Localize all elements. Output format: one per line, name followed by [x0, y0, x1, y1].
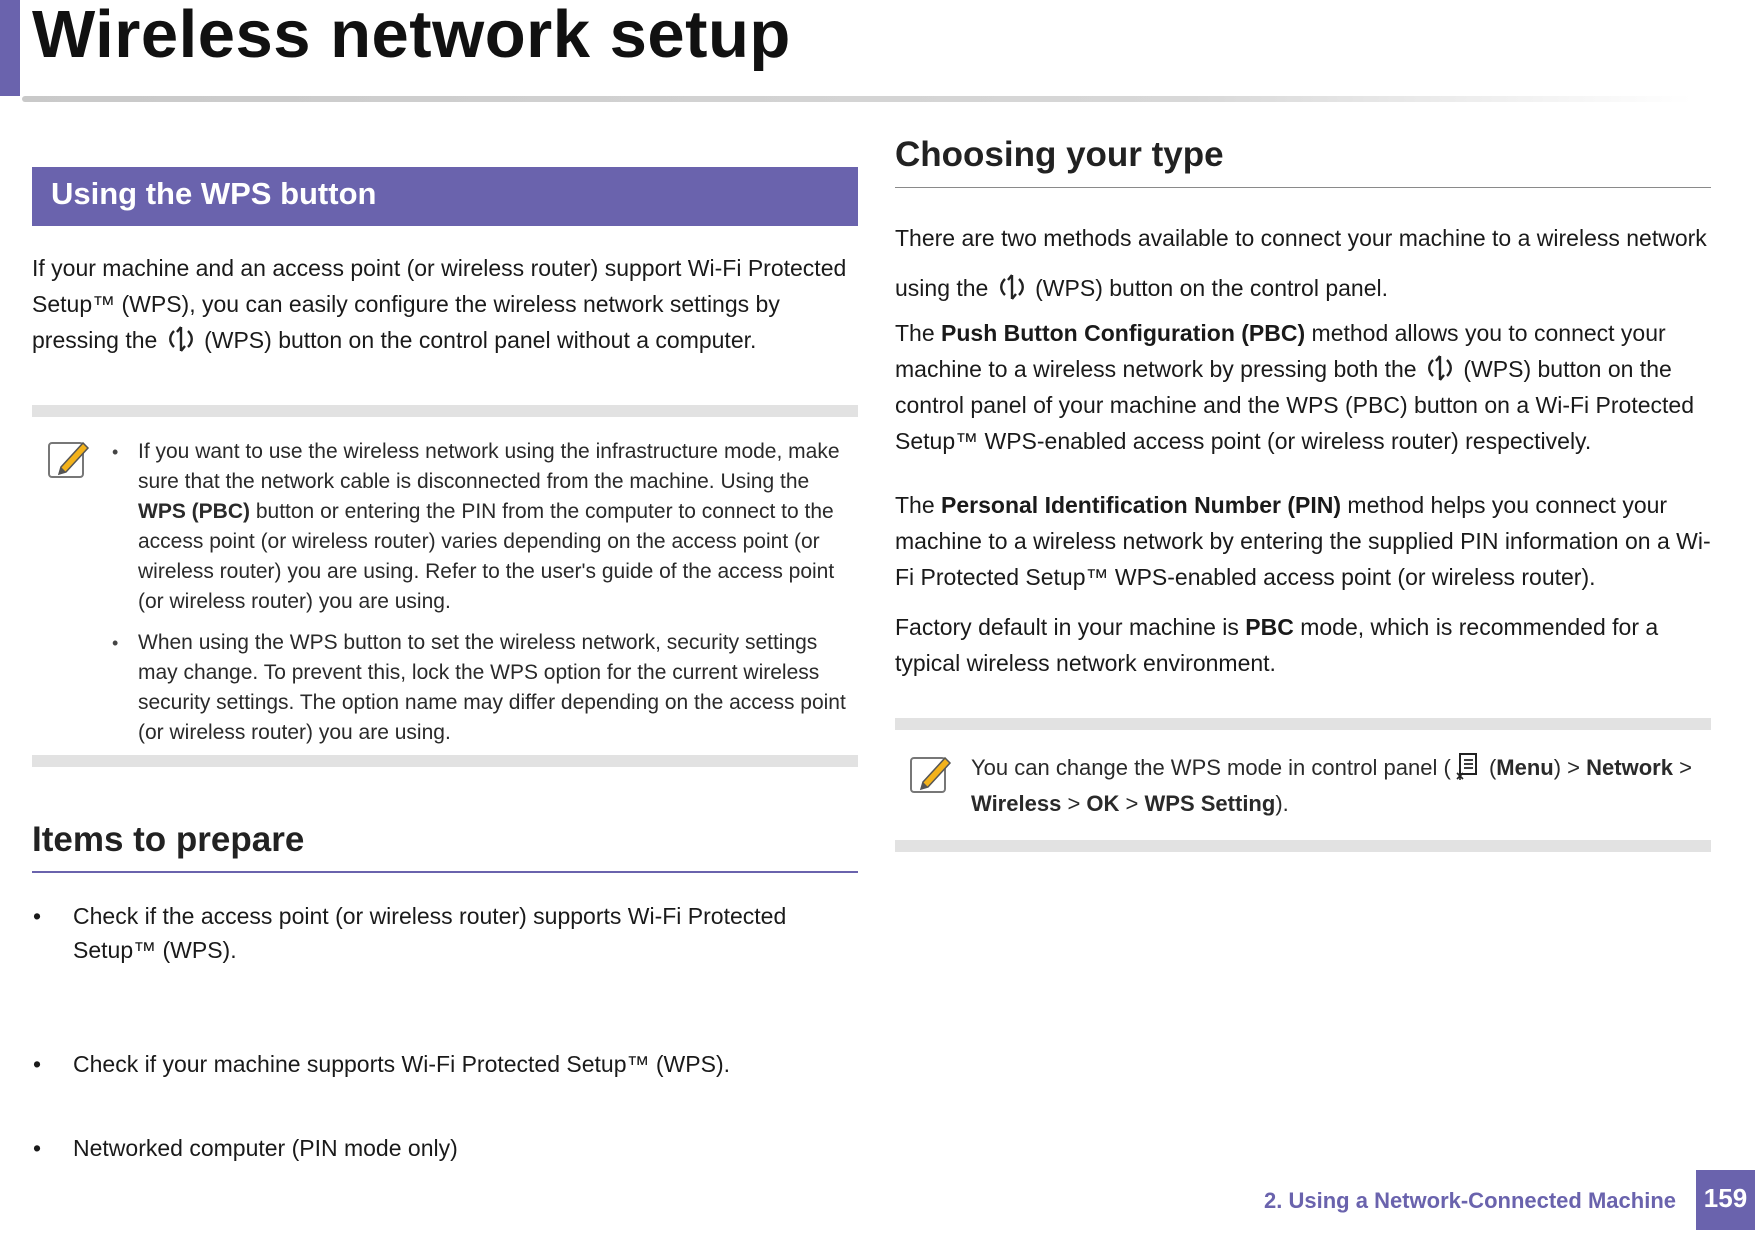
note-right-pre: You can change the WPS mode in control panel ( — [971, 755, 1451, 780]
note-right-sep2: > — [1679, 755, 1692, 780]
list-item — [33, 1131, 813, 1165]
note-bullet-1-text-a: If you want to use the wireless network using the infrastructure mode, make sure that the network cable is disconnected from the machine. Using the — [138, 440, 840, 493]
intro-text-1: If your machine and an access point (or wireless router) support Wi-Fi Protected Setup™ (WPS), you can easily configure the wireless network settings by pressing the — [32, 255, 847, 353]
choose-paragraph-4 — [895, 609, 1711, 681]
note-right-wireless: Wireless — [971, 791, 1062, 816]
note-right-wps-setting: WPS Setting — [1144, 791, 1276, 816]
page-title: Wireless network setup — [32, 0, 791, 72]
wps-icon — [1427, 353, 1453, 383]
wps-icon — [999, 272, 1025, 302]
choose-p4-bold: PBC — [1245, 614, 1294, 640]
choose-p2-bold: Push Button Configuration (PBC) — [941, 320, 1306, 346]
items-to-prepare-heading: Items to prepare — [32, 820, 305, 859]
note-right-sep3: > — [1067, 791, 1081, 816]
note-right-network: Network — [1586, 755, 1673, 780]
note-right-sep1: ) > — [1553, 755, 1581, 780]
note-bullet-2 — [112, 628, 850, 748]
choosing-type-heading: Choosing your type — [895, 135, 1224, 174]
choosing-type-rule — [895, 187, 1711, 188]
menu-icon — [1455, 751, 1479, 781]
bullet-dot: • — [33, 1135, 42, 1161]
choose-p2-text-b: (WPS) button on the control panel of your machine and the WPS (PBC) button on a Wi-Fi Protected Setup™ WPS-enabled access point (or wireless router) respectively. — [895, 356, 1694, 454]
note-box-left — [32, 405, 858, 767]
note-right-end: ). — [1275, 791, 1289, 816]
note-right-sep4: > — [1125, 791, 1139, 816]
choose-p4-pre: Factory default in your machine is — [895, 614, 1239, 640]
choose-p2-pre: The — [895, 320, 935, 346]
note-right-menu: Menu — [1496, 755, 1554, 780]
bullet-dot: • — [33, 903, 42, 929]
list-item — [33, 1047, 813, 1081]
note-pencil-icon — [47, 437, 91, 481]
note-box-right — [895, 718, 1711, 852]
choose-p3-pre: The — [895, 492, 935, 518]
title-divider — [22, 96, 1692, 102]
note-right-ok: OK — [1086, 791, 1120, 816]
choose-paragraph-2 — [895, 315, 1711, 459]
page-number-badge: 159 — [1696, 1170, 1755, 1230]
note-bullet-1-bold: WPS (PBC) — [138, 500, 250, 523]
wps-icon — [168, 324, 194, 354]
note-bullet-1-text-b: button or entering the PIN from the computer to connect to the access point (or wireless router) varies depending on the access point (or wireless router) you are using. Refer to the user's guide of the access point (or wireless router) you are using. — [138, 500, 835, 613]
choose-p2-text-a: method allows you to connect your machine to a wireless network by pressing both the — [895, 320, 1666, 382]
note-bullet-1 — [112, 437, 850, 617]
list-item-text: Check if your machine supports Wi-Fi Protected Setup™ (WPS). — [73, 1051, 730, 1077]
note-pencil-icon — [909, 752, 953, 796]
title-accent-bar — [0, 0, 20, 96]
intro-text-2: (WPS) button on the control panel without a computer. — [204, 327, 757, 353]
list-item — [33, 899, 813, 967]
list-item-text: Check if the access point (or wireless router) supports Wi-Fi Protected Setup™ (WPS). — [73, 903, 787, 963]
note-bullet-2-text: When using the WPS button to set the wireless network, security settings may change. To prevent this, lock the WPS option for the current wireless security settings. The option name may differ depending on the access point (or wireless router) you are using. — [138, 631, 846, 744]
intro-paragraph — [32, 250, 858, 358]
choose-p3-text: method helps you connect your machine to a wireless network by entering the supplied PIN information on a Wi-Fi Protected Setup™ WPS-enabled access point (or wireless router). — [895, 492, 1711, 590]
choose-paragraph-1 — [895, 213, 1711, 313]
choose-p1-text-a: There are two methods available to connect your machine to a wireless network using the — [895, 225, 1707, 301]
bullet-dot: • — [112, 442, 119, 462]
list-item-text: Networked computer (PIN mode only) — [73, 1135, 458, 1161]
footer-chapter-label: 2. Using a Network-Connected Machine — [1264, 1188, 1676, 1213]
choose-p3-bold: Personal Identification Number (PIN) — [941, 492, 1342, 518]
section-banner-wps-button: Using the WPS button — [32, 167, 858, 226]
choose-paragraph-3 — [895, 487, 1711, 595]
items-heading-rule — [32, 871, 858, 873]
note-right-text: You can change the WPS mode in control panel ( (Menu) > Network > Wireless > OK > WPS Setting). — [971, 750, 1701, 822]
bullet-dot: • — [112, 633, 119, 653]
bullet-dot: • — [33, 1051, 42, 1077]
choose-p4-text: mode, which is recommended for a typical wireless network environment. — [895, 614, 1659, 676]
choose-p1-text-b: (WPS) button on the control panel. — [1035, 275, 1389, 301]
